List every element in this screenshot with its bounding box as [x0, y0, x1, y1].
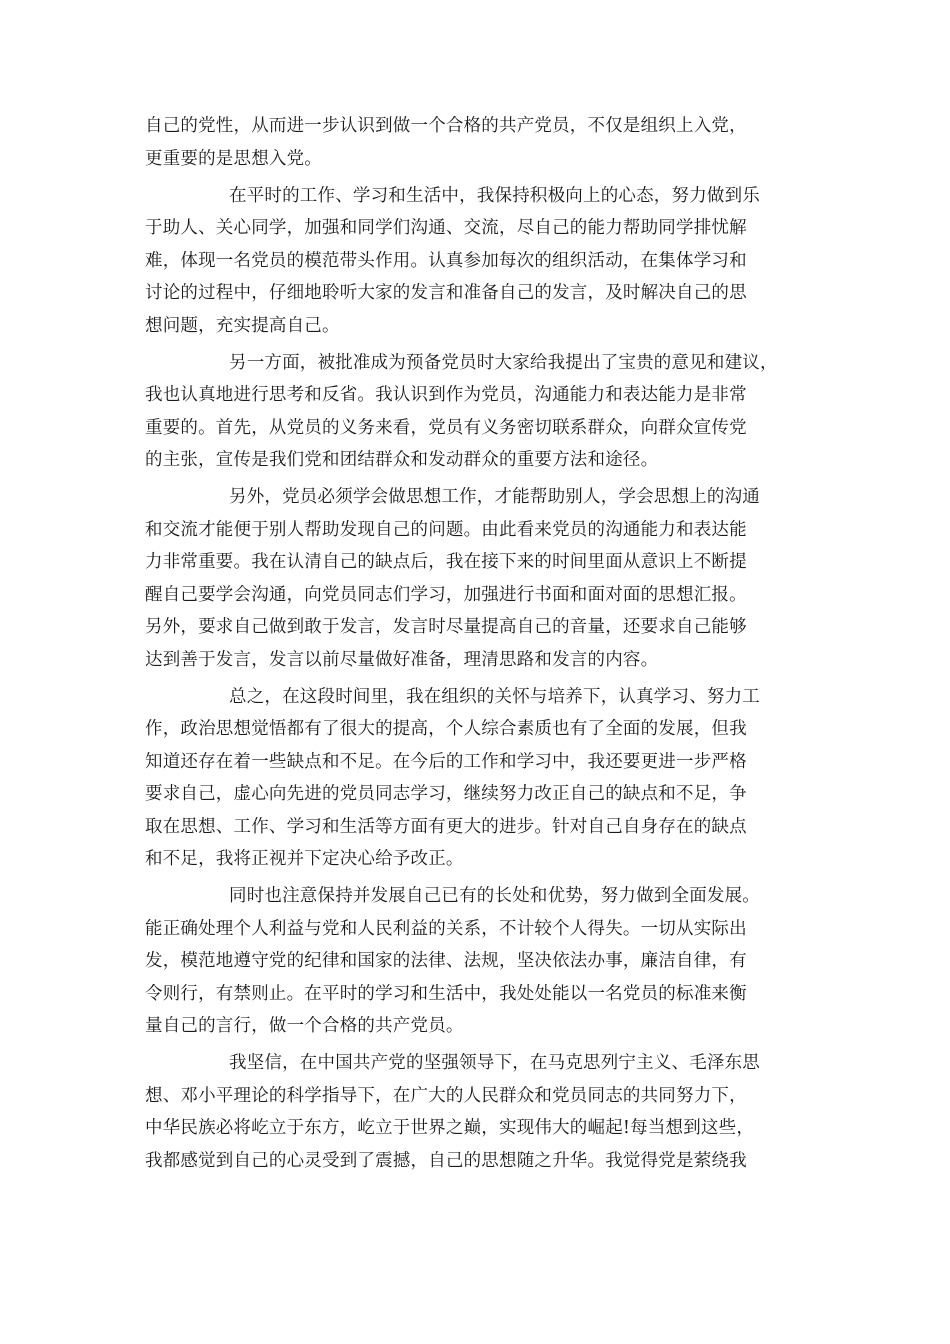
text-line: 难，体现一名党员的模范带头作用。认真参加每次的组织活动，在集体学习和 — [145, 250, 747, 271]
paragraph-4 — [145, 481, 810, 676]
text-line: 更重要的是思想入党。 — [145, 148, 322, 169]
text-line: 和不足，我将正视并下定决心给予改正。 — [145, 849, 464, 869]
paragraph-5 — [145, 681, 810, 876]
text-line: 达到善于发言，发言以前尽量做好准备，理清思路和发言的内容。 — [145, 649, 659, 670]
document-body — [145, 110, 810, 1177]
text-line: 重要的。首先，从党员的义务来看，党员有义务密切联系群众，向群众宣传党 — [145, 417, 747, 438]
text-line: 总之，在这段时间里，我在组织的关怀与培养下，认真学习、努力工 — [229, 686, 760, 707]
text-line: 我也认真地进行思考和反省。我认识到作为党员，沟通能力和表达能力是非常 — [145, 385, 747, 405]
text-line: 量自己的言行，做一个合格的共产党员。 — [145, 1016, 464, 1036]
paragraph-1 — [145, 110, 810, 175]
paragraph-2 — [145, 180, 810, 343]
text-line: 能正确处理个人利益与党和人民利益的关系，不计较个人得失。一切从实际出 — [145, 918, 747, 939]
text-line: 自己的党性，从而进一步认识到做一个合格的共产党员，不仅是组织上入党， — [145, 116, 747, 136]
text-line: 要求自己，虚心向先进的党员同志学习，继续努力改正自己的缺点和不足，争 — [145, 784, 747, 804]
text-line: 同时也注意保持并发展自己已有的长处和优势，努力做到全面发展。 — [229, 886, 760, 906]
paragraph-3 — [145, 347, 810, 477]
paragraph-6 — [145, 880, 810, 1043]
text-line: 另一方面，被批准成为预备党员时大家给我提出了宝贵的意见和建议， — [229, 352, 778, 373]
text-line: 另外，要求自己做到敢于发言，发言时尽量提高自己的音量，还要求自己能够 — [145, 617, 747, 637]
text-line: 想、邓小平理论的科学指导下，在广大的人民群众和党员同志的共同努力下， — [145, 1085, 747, 1106]
text-line: 和交流才能便于别人帮助发现自己的问题。由此看来党员的沟通能力和表达能 — [145, 519, 747, 540]
text-line: 讨论的过程中，仔细地聆听大家的发言和准备自己的发言，及时解决自己的思 — [145, 283, 747, 303]
text-line: 我都感觉到自己的心灵受到了震撼，自己的思想随之升华。我觉得党是萦绕我 — [145, 1150, 747, 1171]
text-line: 知道还存在着一些缺点和不足。在今后的工作和学习中，我还要更进一步严格 — [145, 751, 747, 772]
text-line: 作，政治思想觉悟都有了很大的提高，个人综合素质也有了全面的发展，但我 — [145, 719, 747, 739]
text-line: 于助人、关心同学，加强和同学们沟通、交流，尽自己的能力帮助同学排忧解 — [145, 218, 747, 238]
text-line: 在平时的工作、学习和生活中，我保持积极向上的心态，努力做到乐 — [229, 185, 760, 206]
text-line: 想问题，充实提高自己。 — [145, 315, 340, 336]
text-line: 中华民族必将屹立于东方，屹立于世界之巅，实现伟大的崛起!每当想到这些， — [145, 1118, 755, 1138]
text-line: 取在思想、工作、学习和生活等方面有更大的进步。针对自己自身存在的缺点 — [145, 816, 747, 837]
text-line: 另外，党员必须学会做思想工作，才能帮助别人，学会思想上的沟通 — [229, 487, 760, 507]
paragraph-7 — [145, 1047, 810, 1177]
text-line: 醒自己要学会沟通，向党员同志们学习，加强进行书面和面对面的思想汇报。 — [145, 584, 747, 605]
text-line: 力非常重要。我在认清自己的缺点后，我在接下来的时间里面从意识上不断提 — [145, 552, 747, 572]
text-line: 我坚信，在中国共产党的坚强领导下，在马克思列宁主义、毛泽东思 — [229, 1053, 760, 1073]
text-line: 的主张，宣传是我们党和团结群众和发动群众的重要方法和途径。 — [145, 450, 659, 470]
text-line: 令则行，有禁则止。在平时的学习和生活中，我处处能以一名党员的标准来衡 — [145, 983, 747, 1004]
text-line: 发，模范地遵守党的纪律和国家的法律、法规，坚决依法办事，廉洁自律，有 — [145, 951, 747, 971]
